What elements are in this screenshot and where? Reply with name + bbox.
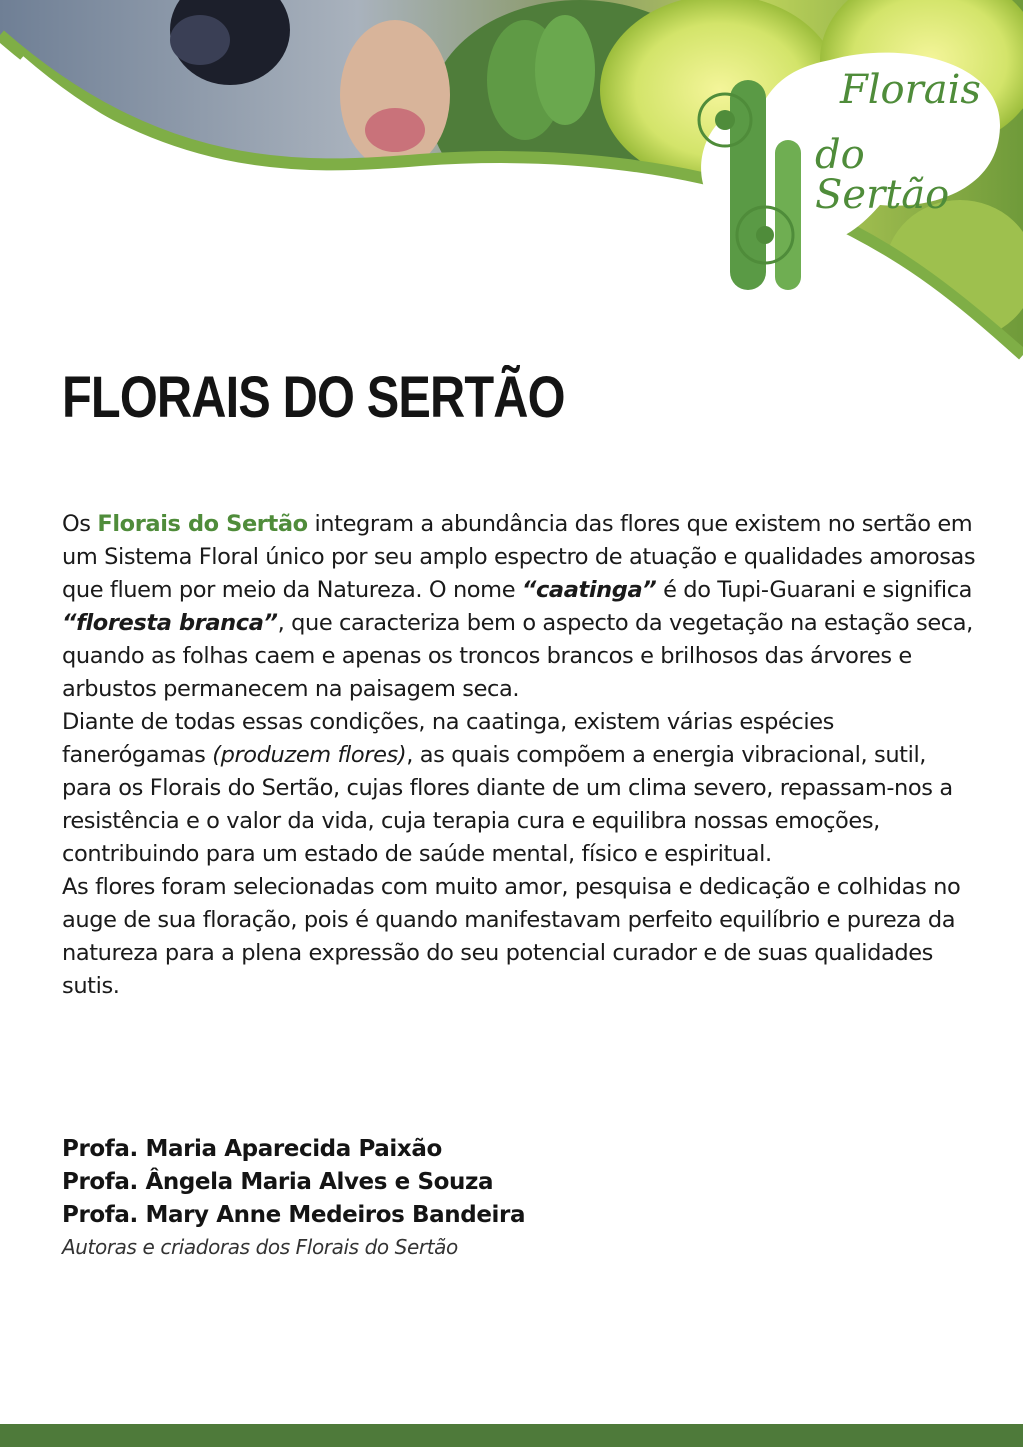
paragraph-1-part-c: , que caracteriza bem o aspecto da vegetação na estação seca, quando as folhas caem e apenas os troncos brancos e brilhosos das árvores e arbustos permanecem na paisagem seca.	[62, 610, 973, 702]
logo-text-do-sertao: do Sertão	[815, 132, 950, 218]
author-name: Profa. Ângela Maria Alves e Souza	[62, 1169, 494, 1195]
author-name: Profa. Maria Aparecida Paixão	[62, 1136, 442, 1162]
paragraph-2	[62, 706, 977, 871]
page-title: FLORAIS DO SERTÃO	[62, 365, 565, 430]
paragraph-1-lead: Os	[62, 511, 98, 537]
paragraph-2-part-a: Diante de todas essas condições, na caatinga, existem várias espécies fanerógamas	[62, 709, 835, 768]
paragraph-1-part-a: integram a abundância das flores que existem no sertão em um Sistema Floral único por seu amplo espectro de atuação e qualidades amorosas que fluem por meio da Natureza. O nome	[62, 511, 976, 603]
intro-text	[62, 508, 977, 1003]
paragraph-1	[62, 508, 977, 706]
term-caatinga: “caatinga”	[521, 577, 657, 603]
paragraph-2-italic: (produzem flores)	[212, 742, 407, 768]
brand-logo	[680, 40, 1010, 310]
authors-caption: Autoras e criadoras dos Florais do Sertão	[62, 1235, 458, 1259]
authors-block	[62, 1133, 962, 1262]
logo-text-florais: Florais	[840, 67, 981, 113]
brand-highlight: Florais do Sertão	[97, 511, 308, 537]
author-name: Profa. Mary Anne Medeiros Bandeira	[62, 1202, 526, 1228]
paragraph-3: As flores foram selecionadas com muito amor, pesquisa e dedicação e colhidas no auge de sua floração, pois é quando manifestavam perfeito equilíbrio e pureza da natureza para a plena expressão do seu potencial curador e de suas qualidades sutis.	[62, 874, 961, 999]
term-floresta-branca: “floresta branca”	[62, 610, 278, 636]
paragraph-2-part-b: , as quais compõem a energia vibracional, sutil, para os Florais do Sertão, cujas flores diante de um clima severo, repassam-nos a resistência e o valor da vida, cuja terapia cura e equilibra nossas emoções, contribuindo para um estado de saúde mental, físico e espiritual.	[62, 742, 953, 867]
paragraph-1-part-b: é do Tupi-Guarani e significa	[656, 577, 973, 603]
footer-bar	[0, 1424, 1023, 1447]
